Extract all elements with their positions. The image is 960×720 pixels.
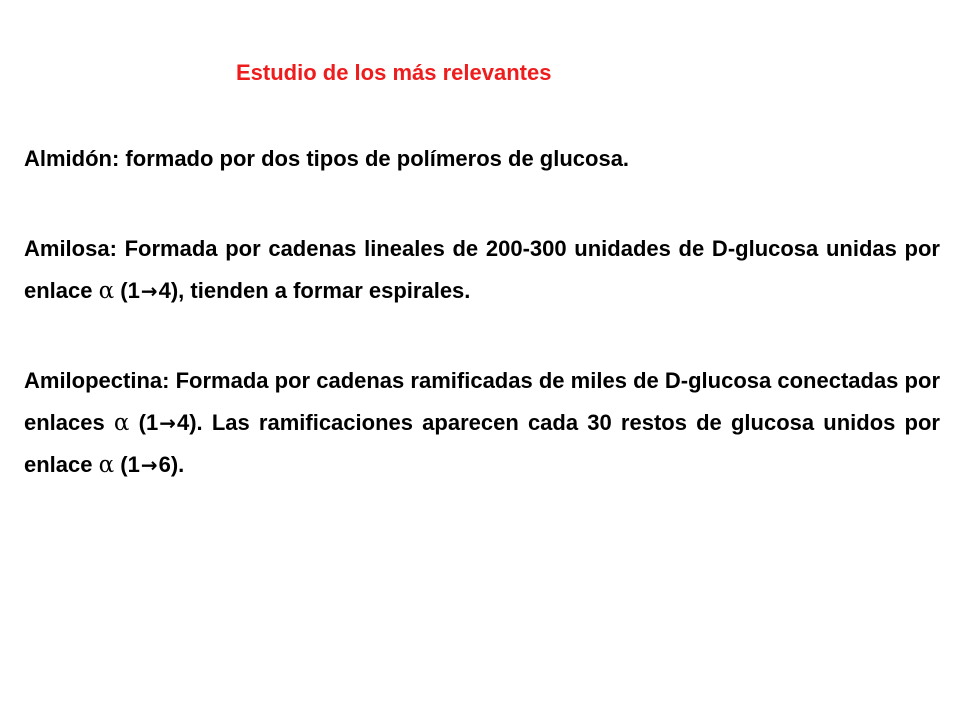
bond-open: (1 [120, 452, 140, 477]
arrow-right-icon: → [159, 411, 176, 435]
bond-close: 4), tienden a formar espirales. [158, 278, 471, 303]
arrow-right-icon: → [140, 453, 158, 477]
bond-close-text: 4). Las ramificaciones aparecen cada 30 restos de glucosa unidos por enlace [24, 410, 940, 477]
almidon-paragraph: Almidón: formado por dos tipos de polímeros de glucosa. [24, 146, 630, 171]
amilosa-paragraph [24, 228, 940, 312]
alpha-symbol: α [98, 278, 115, 304]
alpha-symbol: α [98, 452, 115, 478]
amilopectina-text: Amilopectina: Formada por cadenas ramificadas de miles de D-glucosa conectadas por enlaces [24, 368, 940, 435]
amilosa-text: Amilosa: Formada por cadenas lineales de 200-300 unidades de D-glucosa unidas por enlace [24, 236, 940, 303]
amilopectina-paragraph [24, 360, 940, 486]
bond-close: 6). [158, 452, 185, 477]
bond-open: (1 [138, 410, 159, 435]
alpha-symbol: α [113, 410, 130, 436]
arrow-right-icon: → [140, 279, 158, 303]
slide-title: Estudio de los más relevantes [236, 60, 552, 85]
bond-open: (1 [120, 278, 140, 303]
